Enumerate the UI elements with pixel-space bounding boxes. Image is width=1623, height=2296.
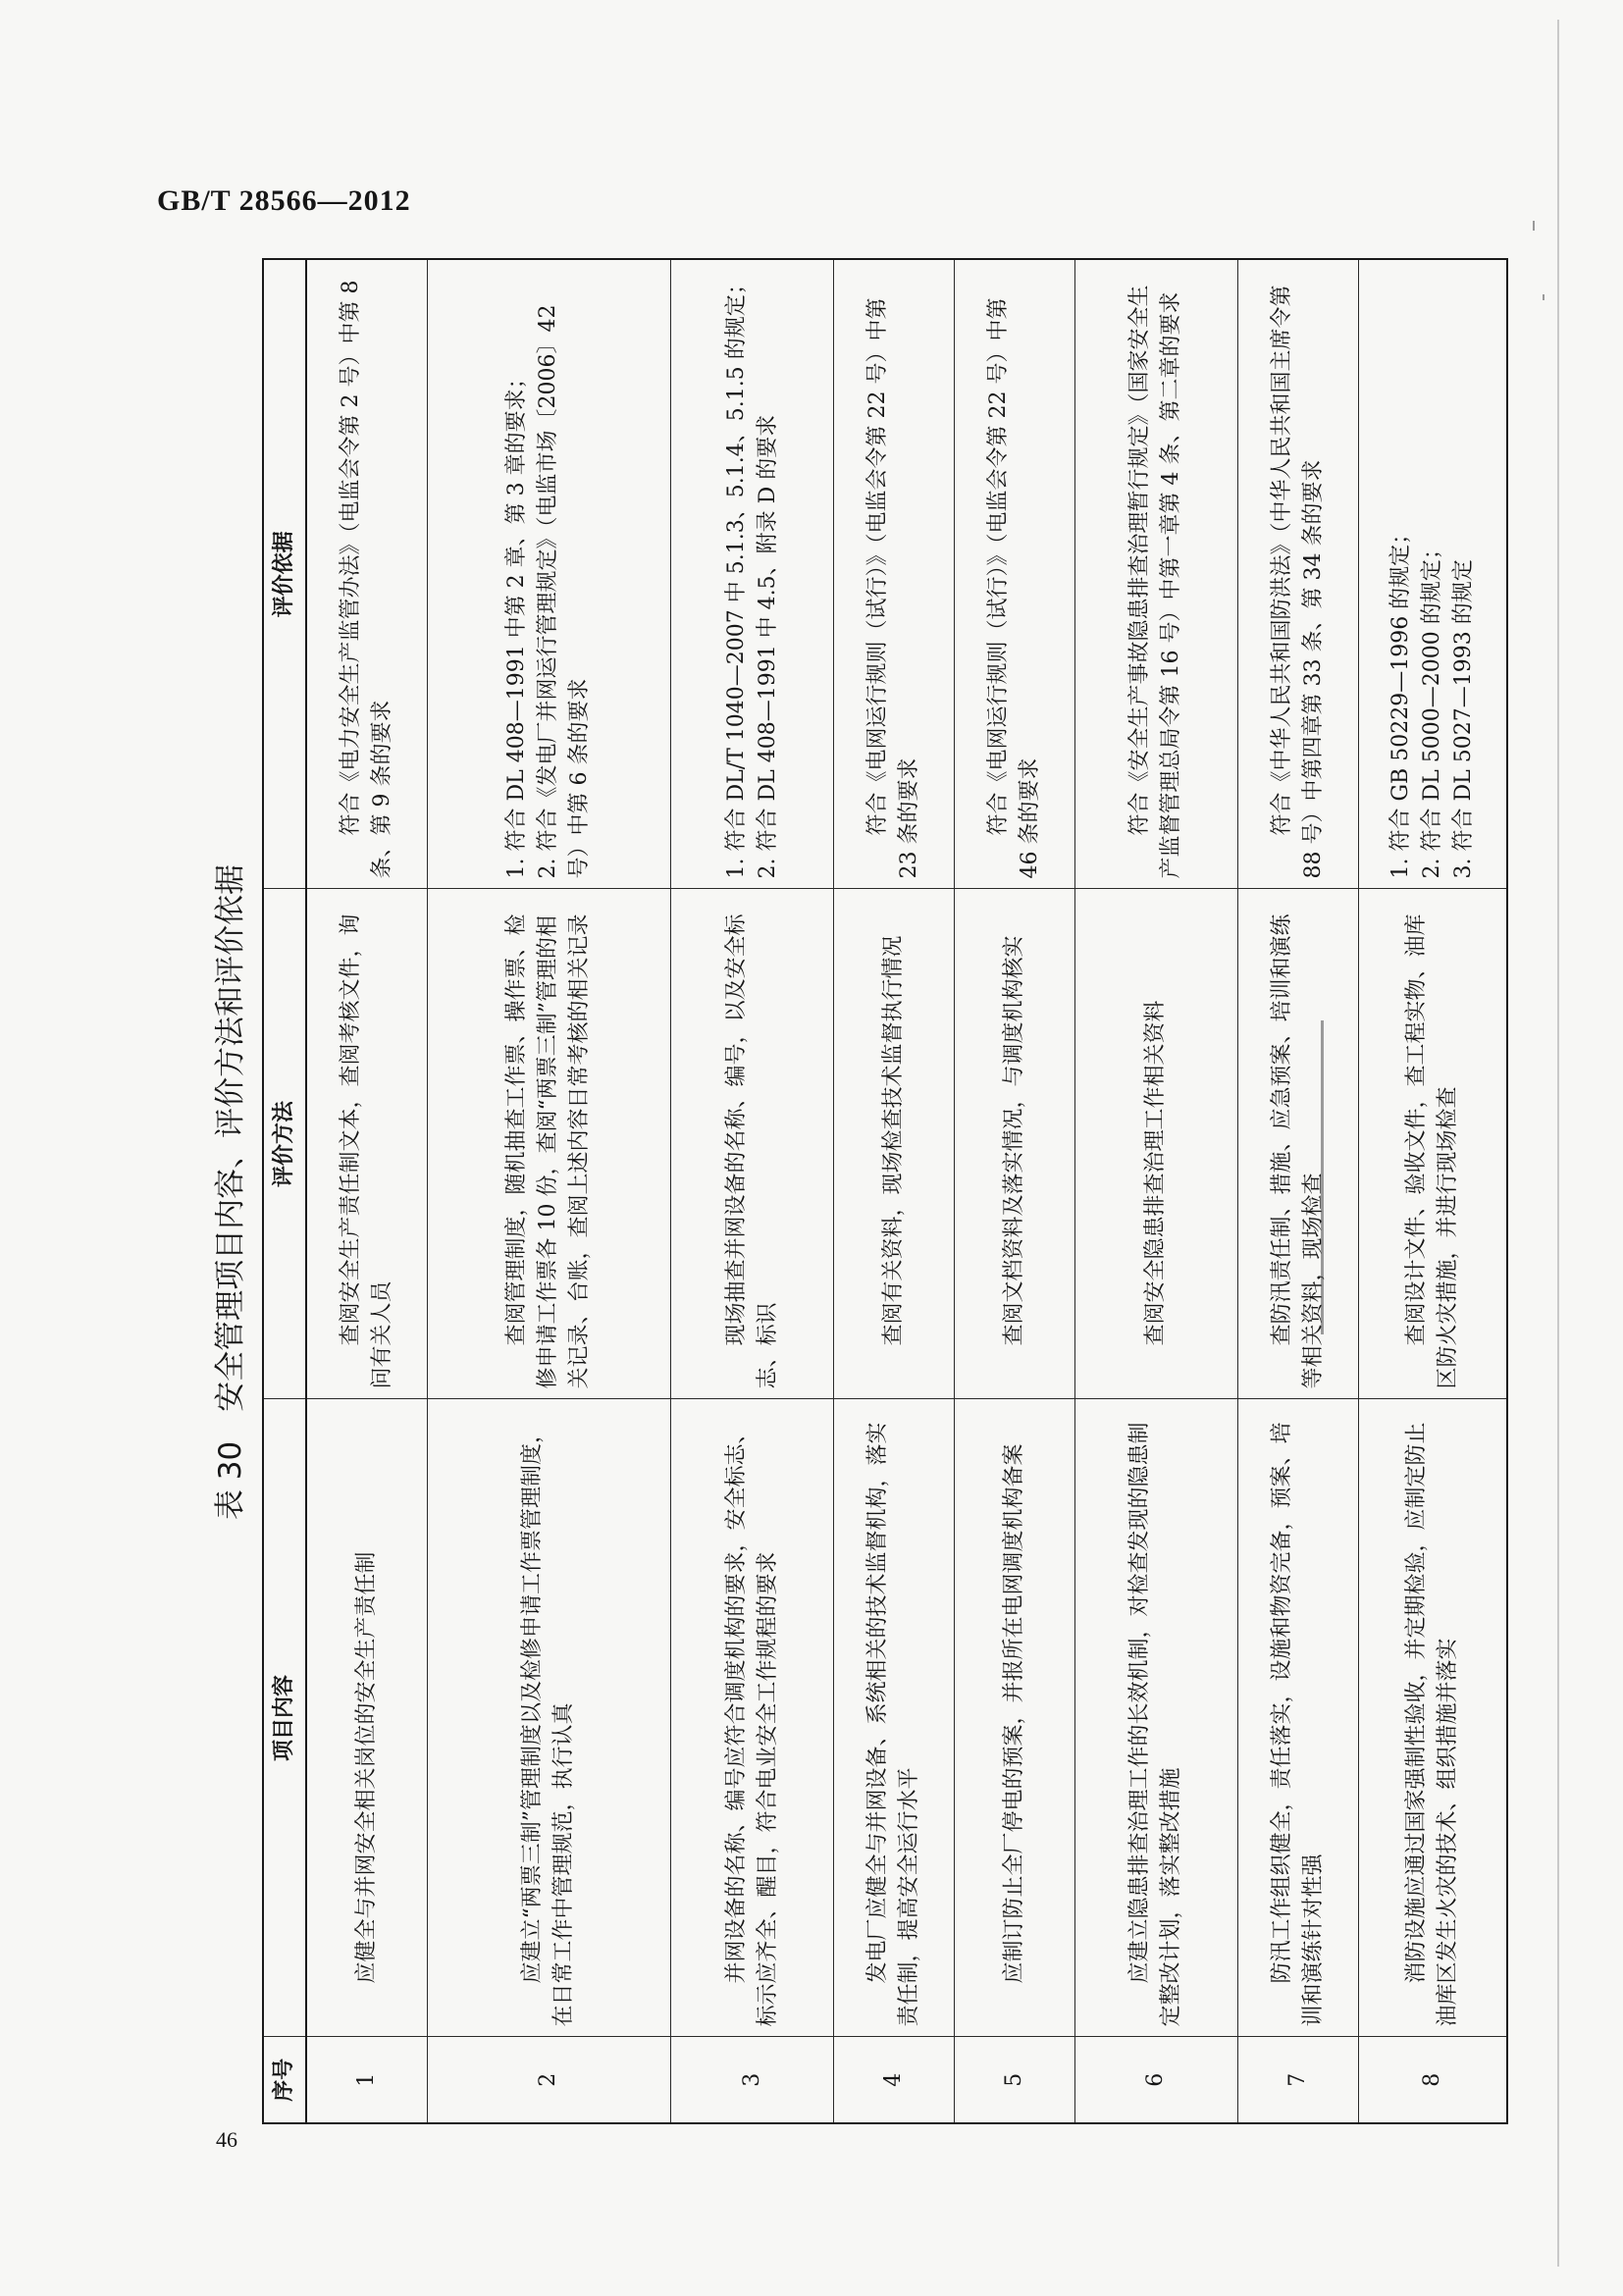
column-header-item: 项目内容 xyxy=(263,1399,306,2037)
table-header-row xyxy=(263,259,306,2123)
row-basis xyxy=(1075,259,1238,889)
row-seq: 7 xyxy=(1237,2037,1358,2123)
basis-line: 1. 符合 DL 408—1991 中第 2 章、第 3 章的要求； xyxy=(504,367,530,879)
basis-line: 符合《安全生产事故隐患排查治理暂行规定》（国家安全生产监督管理总局令第 16 号）中第一章第 4 条、第二章的要求 xyxy=(1127,285,1184,879)
row-item: 发电厂应健全与并网设备、系统相关的技术监督机构，落实责任制，提高安全运行水平 xyxy=(833,1399,954,2037)
basis-line: 符合《中华人民共和国防洪法》（中华人民共和国主席令第 88 号）中第四章第 33 条、第 34 条的要求 xyxy=(1269,285,1326,879)
row-method: 现场抽查并网设备的名称、编号，以及安全标志、标识 xyxy=(671,889,834,1399)
row-seq: 1 xyxy=(306,2037,427,2123)
table-title-text: 安全管理项目内容、评价方法和评价依据 xyxy=(213,863,248,1412)
table-title xyxy=(201,260,260,2124)
row-method: 查阅管理制度，随机抽查工作票、操作票、检修申请工作票各 10 份，查阅“两票三制”管理的相关记录、台账，查阅上述内容日常考核的相关记录 xyxy=(427,889,671,1399)
row-basis xyxy=(306,259,427,889)
table-row xyxy=(671,259,834,2123)
row-item: 应健全与并网安全相关岗位的安全生产责任制 xyxy=(306,1399,427,2037)
row-item: 并网设备的名称、编号应符合调度机构的要求，安全标志、标示应齐全、醒目，符合电业安全工作规程的要求 xyxy=(671,1399,834,2037)
basis-line: 符合《电力安全生产监管办法》（电监会令第 2 号）中第 8 条、第 9 条的要求 xyxy=(338,280,394,879)
table-row xyxy=(833,259,954,2123)
row-method: 查阅安全隐患排查治理工作相关资料 xyxy=(1075,889,1238,1399)
basis-line: 2. 符合 DL 408—1991 中 4.5、附录 D 的要求 xyxy=(755,414,780,879)
evaluation-table xyxy=(262,258,1508,2124)
row-seq: 3 xyxy=(671,2037,834,2123)
row-basis xyxy=(427,259,671,889)
row-seq: 8 xyxy=(1358,2037,1507,2123)
row-basis xyxy=(955,259,1075,889)
basis-line: 2. 符合《发电厂并网运行管理规定》（电监市场〔2006〕42 号）中第 6 条的要求 xyxy=(536,304,593,879)
row-seq: 4 xyxy=(833,2037,954,2123)
basis-line: 2. 符合 DL 5000—2000 的规定； xyxy=(1419,538,1444,879)
basis-line: 3. 符合 DL 5027—1993 的规定 xyxy=(1450,559,1476,879)
row-item: 应建立隐患排查治理工作的长效机制，对检查发现的隐患制定整改计划，落实整改措施 xyxy=(1075,1399,1238,2037)
table-number: 表 30 xyxy=(213,1440,248,1521)
row-method: 查防汛责任制、措施、应急预案、培训和演练等相关资料，现场检查 xyxy=(1237,889,1358,1399)
table-row xyxy=(1237,259,1358,2123)
column-header-seq: 序号 xyxy=(263,2037,306,2123)
row-basis xyxy=(833,259,954,889)
row-seq: 6 xyxy=(1075,2037,1238,2123)
row-basis xyxy=(1237,259,1358,889)
row-item: 消防设施应通过国家强制性验收，并定期检验，应制定防止油库区发生火灾的技术、组织措施并落实 xyxy=(1358,1399,1507,2037)
table-row xyxy=(1358,259,1507,2123)
row-item: 防汛工作组织健全，责任落实，设施和物资完备，预案、培训和演练针对性强 xyxy=(1237,1399,1358,2037)
row-seq: 2 xyxy=(427,2037,671,2123)
rotated-table-block xyxy=(201,260,1526,2124)
table-row xyxy=(306,259,427,2123)
row-basis xyxy=(671,259,834,889)
row-method: 查阅有关资料，现场检查技术监督执行情况 xyxy=(833,889,954,1399)
basis-line: 1. 符合 DL/T 1040—2007 中 5.1.3、5.1.4、5.1.5 的规定； xyxy=(723,273,749,879)
standard-code: GB/T 28566—2012 xyxy=(157,184,411,217)
basis-line: 符合《电网运行规则（试行）》（电监会令第 22 号）中第 46 条的要求 xyxy=(986,297,1043,879)
scan-mark xyxy=(1543,294,1544,300)
scan-mark xyxy=(1533,221,1535,231)
row-method: 查阅安全生产责任制文本，查阅考核文件，询问有关人员 xyxy=(306,889,427,1399)
row-seq: 5 xyxy=(955,2037,1075,2123)
table-row xyxy=(955,259,1075,2123)
row-basis xyxy=(1358,259,1507,889)
basis-line: 1. 符合 GB 50229—1996 的规定； xyxy=(1387,522,1413,879)
column-header-basis: 评价依据 xyxy=(263,259,306,889)
row-method: 查阅文档资料及落实情况，与调度机构核实 xyxy=(955,889,1075,1399)
binding-margin-line xyxy=(1557,20,1559,2267)
row-item: 应制订防止全厂停电的预案，并报所在电网调度机构备案 xyxy=(955,1399,1075,2037)
basis-line: 符合《电网运行规则（试行）》（电监会令第 22 号）中第 23 条的要求 xyxy=(864,297,921,879)
page-number: 46 xyxy=(216,2127,237,2152)
row-item: 应建立“两票三制”管理制度以及检修申请工作票管理制度，在日常工作中管理规范，执行认真 xyxy=(427,1399,671,2037)
table-row xyxy=(427,259,671,2123)
row-method: 查阅设计文件、验收文件，查工程实物、油库区防火灾措施，并进行现场检查 xyxy=(1358,889,1507,1399)
table-row xyxy=(1075,259,1238,2123)
column-header-method: 评价方法 xyxy=(263,889,306,1399)
